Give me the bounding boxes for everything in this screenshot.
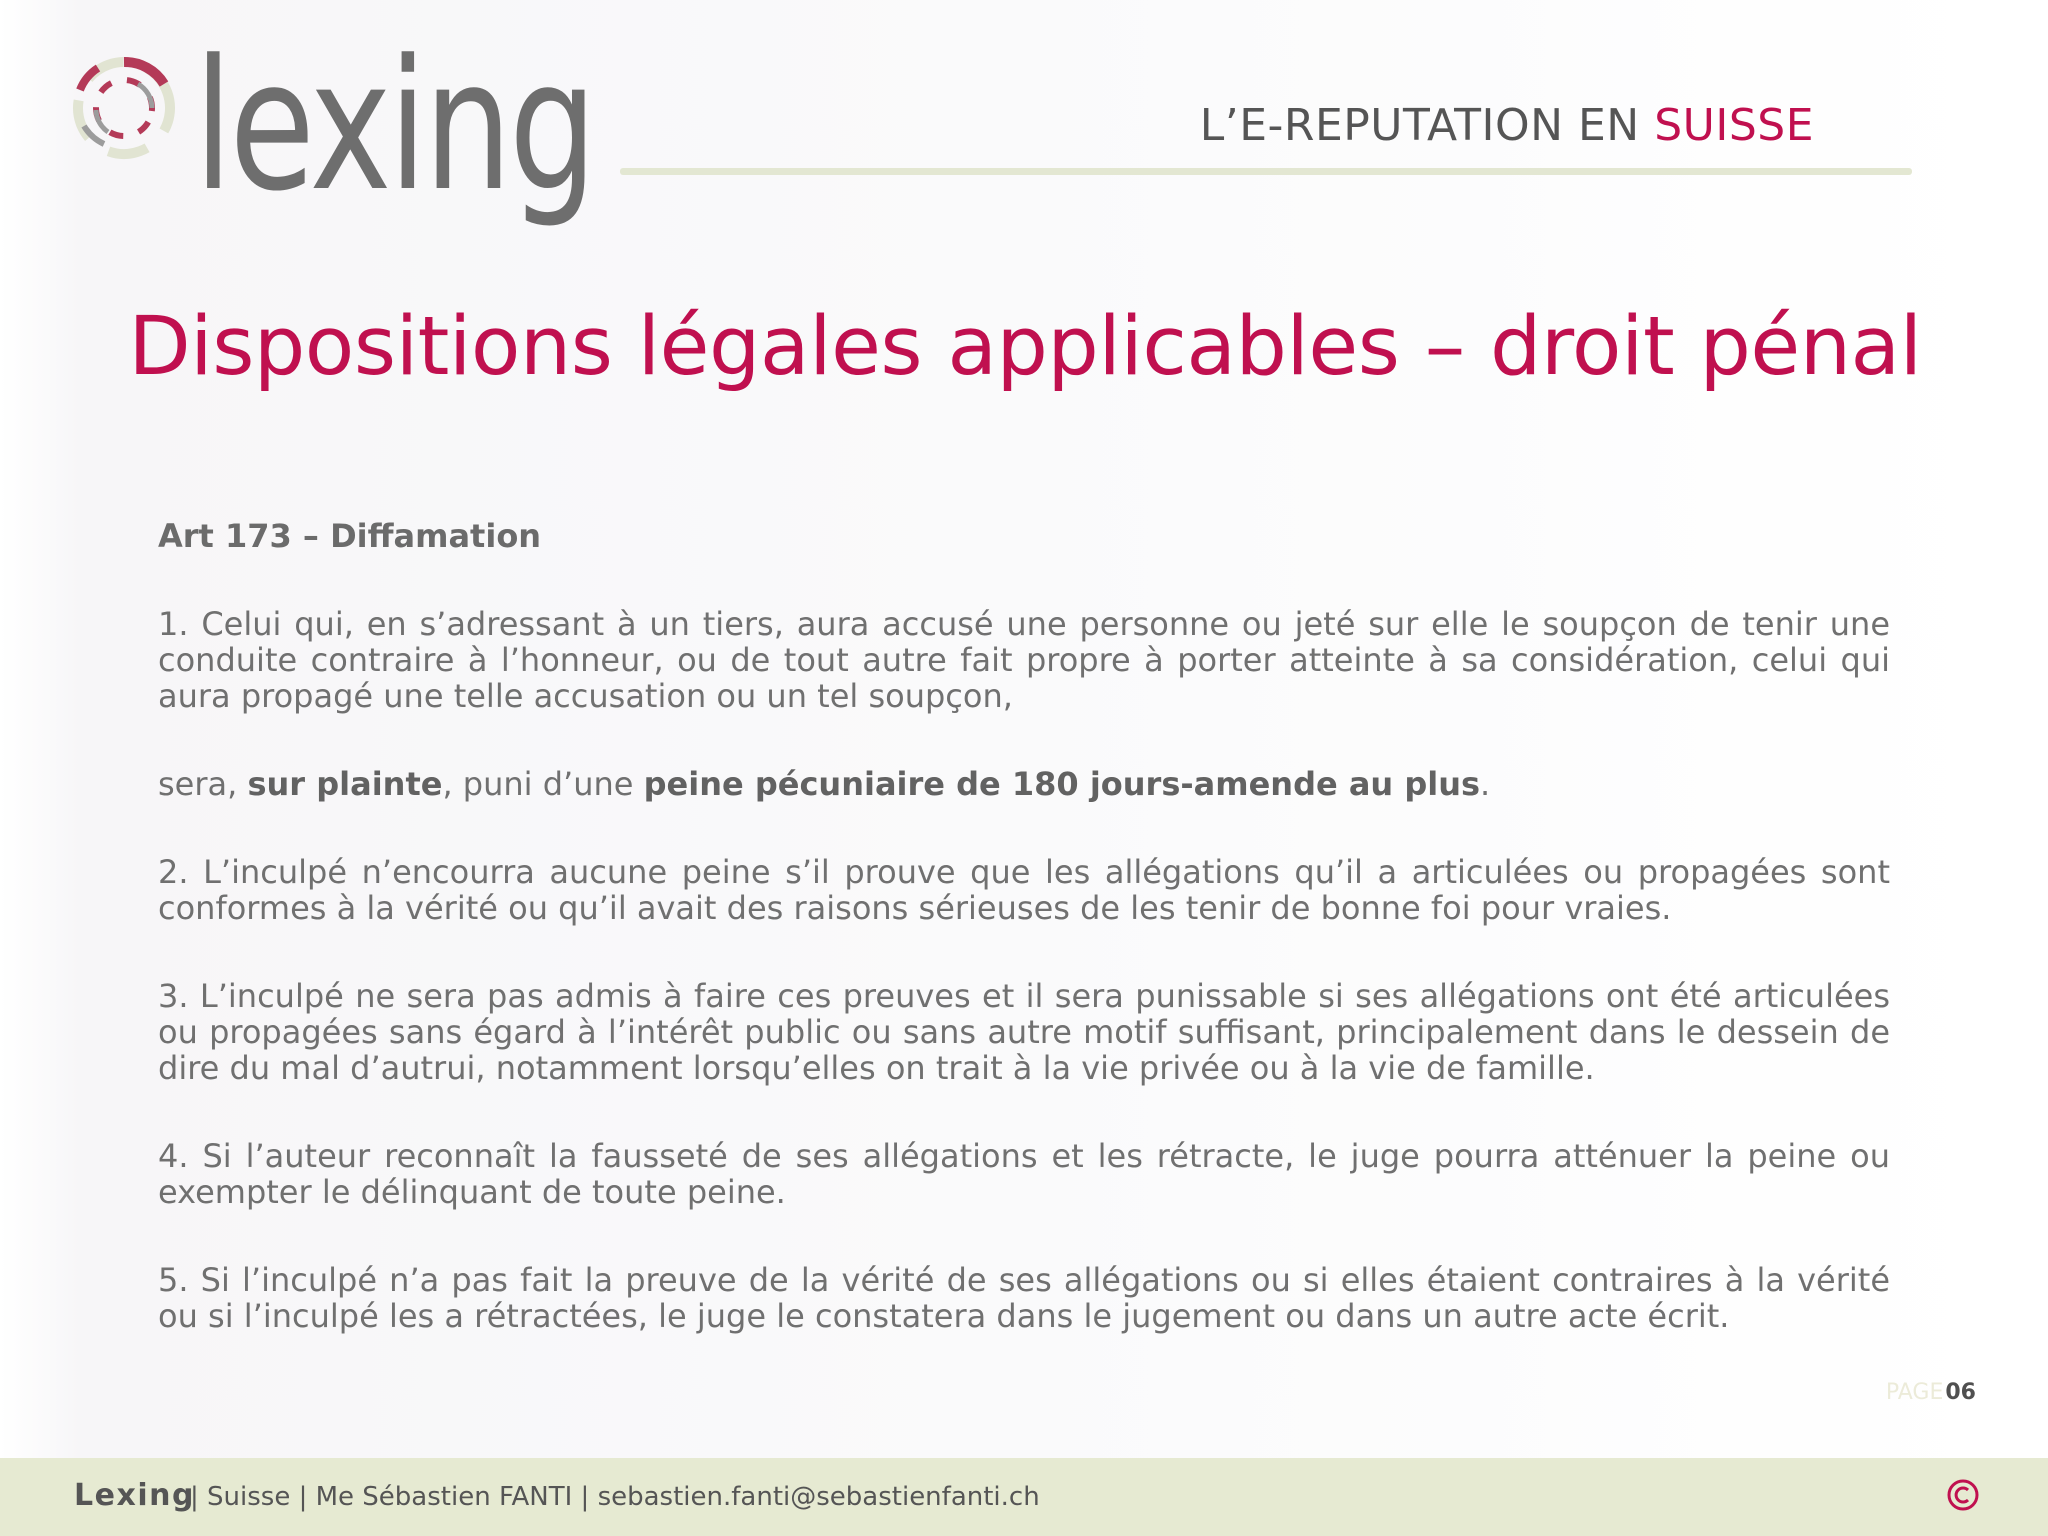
- footer-bar: [0, 1458, 2048, 1536]
- header-divider: [620, 168, 1912, 175]
- slide-title: Dispositions légales applicables – droit pénal: [128, 300, 1922, 394]
- header-title-accent: SUISSE: [1654, 100, 1814, 151]
- paragraph-3: 3. L’inculpé ne sera pas admis à faire ces preuves et il sera punissable si ses allégations ont été articulées ou propagées sans égard à l’intérêt public ou sans autre motif suffisant, principalement dans le dessein de dire du mal d’autrui, notamment lorsqu’elles on trait à la vie privée ou à la vie de famille.: [158, 977, 1890, 1087]
- sanction-bold-2: peine pécuniaire de 180 jours-amende au plus: [643, 765, 1481, 803]
- header-title: [1100, 100, 1814, 151]
- copyright-icon: [1946, 1478, 1980, 1512]
- ring-icon: [65, 49, 183, 167]
- header-title-prefix: L’E-REPUTATION EN: [1199, 100, 1655, 151]
- article-title: Art 173 – Diffamation: [158, 517, 542, 555]
- paragraph-4: 4. Si l’auteur reconnaît la fausseté de ses allégations et les rétracte, le juge pourra atténuer la peine ou exempter le délinquant de toute peine.: [158, 1137, 1890, 1211]
- page-number: [1886, 1380, 1976, 1405]
- sanction-text-3: .: [1480, 765, 1491, 803]
- paragraph-5: 5. Si l’inculpé n’a pas fait la preuve de la vérité de ses allégations ou si elles étaient contraires à la vérité ou si l’inculpé les a rétractées, le juge le constatera dans le jugement ou dans un autre acte écrit.: [158, 1261, 1890, 1335]
- footer-brand: Lexing: [74, 1478, 195, 1513]
- paragraph-sanction: [158, 766, 1890, 802]
- sanction-text-2: , puni d’une: [442, 765, 644, 803]
- paragraph-2: 2. L’inculpé n’encourra aucune peine s’il prouve que les allégations qu’il a articulées ou propagées sont conformes à la vérité ou qu’il avait des raisons sérieuses de les tenir de bonne foi pour vraies.: [158, 853, 1890, 927]
- paragraph-1: 1. Celui qui, en s’adressant à un tiers, aura accusé une personne ou jeté sur elle le soupçon de tenir une conduite contraire à l’honneur, ou de tout autre fait propre à porter atteinte à sa considération, celui qui aura propagé une telle accusation ou un tel soupçon,: [158, 605, 1890, 715]
- footer-contact-info: | Suisse | Me Sébastien FANTI | sebastien.fanti@sebastienfanti.ch: [190, 1482, 1040, 1512]
- page-label: PAGE: [1885, 1380, 1944, 1405]
- sanction-text-1: sera,: [158, 765, 248, 803]
- lexing-logo: [64, 22, 624, 273]
- page-number-value: 06: [1945, 1380, 1976, 1405]
- logo-wordmark: lexing: [194, 22, 594, 231]
- sanction-bold-1: sur plainte: [247, 765, 443, 803]
- article-body: [158, 518, 1890, 1386]
